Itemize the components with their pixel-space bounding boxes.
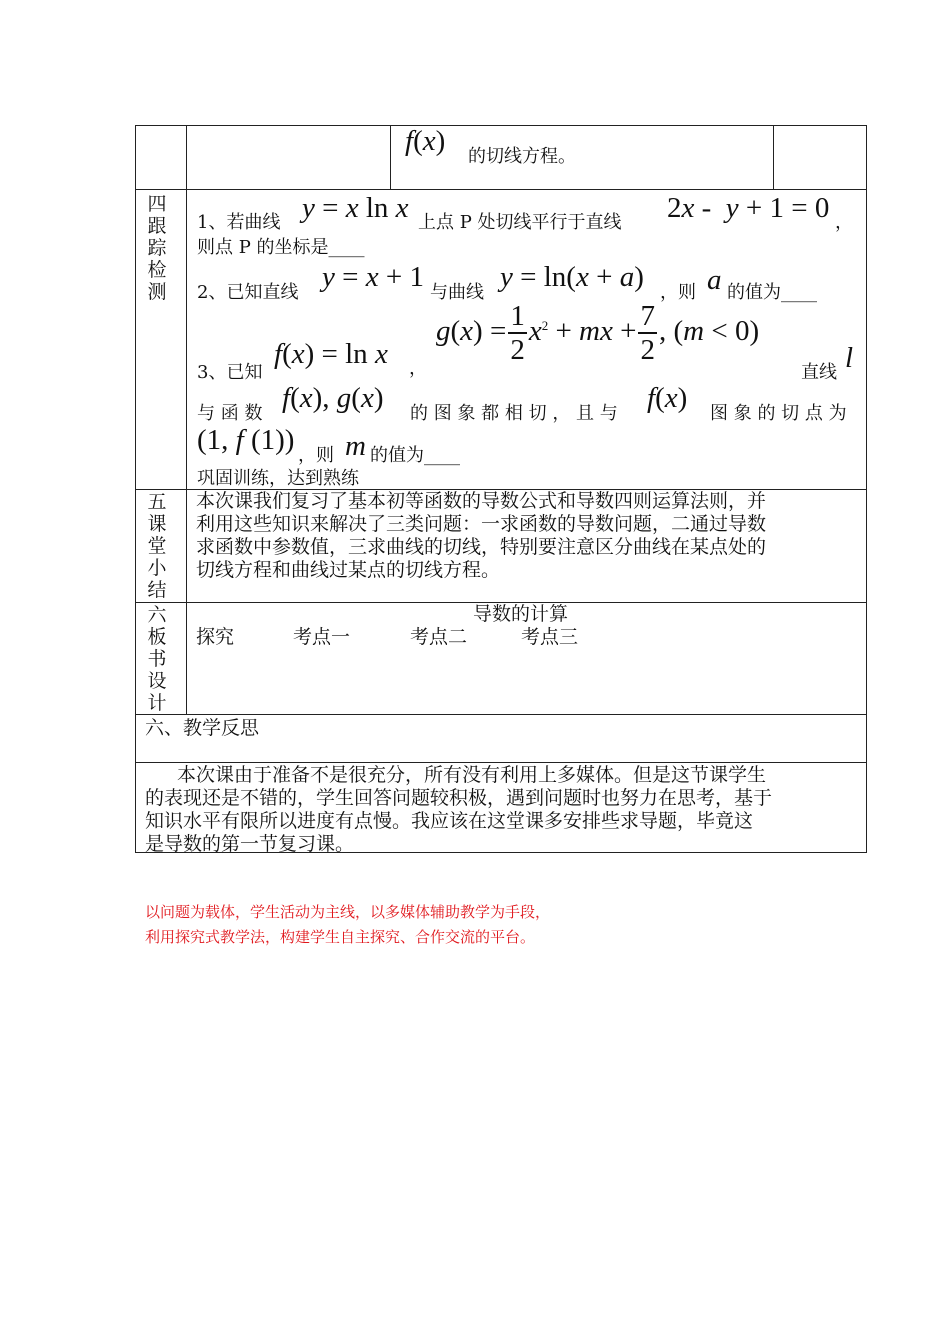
q3-end-pre: ，则 bbox=[298, 445, 334, 466]
summary-line: 本次课我们复习了基本初等函数的导数公式和导数四则运算法则，并 bbox=[196, 490, 767, 512]
q3-f-formula: f(x) = ln x bbox=[274, 338, 388, 370]
q2-line-formula: y = x + 1 bbox=[322, 261, 424, 293]
reflection-line: 是导数的第一节复习课。 bbox=[145, 833, 355, 855]
q3-mid: 的 图 象 都 相 切 ， 且 与 bbox=[410, 403, 618, 424]
row0-tail-text: 的切线方程。 bbox=[468, 146, 576, 167]
q2-tail: 的值为____ bbox=[727, 282, 817, 303]
footer-note-line: 利用探究式教学法，构建学生自主探究、合作交流的平台。 bbox=[145, 928, 536, 946]
q3-g-formula: g(x) = $\frac{1}{2}$ $x^2$ + mx + $\frac{7}{2}$ , (m < 0) bbox=[436, 300, 760, 366]
q1-tail: 则点 P 的坐标是____ bbox=[197, 237, 365, 258]
table-col-divider bbox=[186, 125, 187, 714]
summary-line: 求函数中参数值，三求曲线的切线，特别要注意区分曲线在某点处的 bbox=[196, 536, 767, 558]
q3-line: 直线 bbox=[801, 362, 837, 383]
q1-curve-formula: y = x ln x bbox=[302, 192, 409, 224]
board-item: 探究 bbox=[196, 626, 235, 648]
q3-with: 与 函 数 bbox=[197, 403, 263, 424]
row-label-board-design: 六 板 书 设 计 bbox=[147, 604, 167, 714]
reflection-heading: 六、教学反思 bbox=[145, 717, 260, 739]
q3-var-m: m bbox=[345, 430, 366, 462]
q2-curve-formula: y = ln(x + a) bbox=[500, 261, 644, 293]
q1-mid: 上点 P 处切线平行于直线 bbox=[418, 212, 622, 233]
reflection-line: 本次课由于准备不是很充分，所有没有利用上多媒体。但是这节课学生 bbox=[177, 764, 767, 786]
summary-paragraph bbox=[196, 490, 862, 582]
q3-fg-formula: f(x), g(x) bbox=[282, 382, 384, 414]
reflection-line: 的表现还是不错的，学生回答问题较积极，遇到问题时也努力在思考，基于 bbox=[145, 787, 773, 809]
q2-prefix: 2、已知直线 bbox=[197, 282, 299, 303]
q2-var-a: a bbox=[707, 264, 722, 296]
board-title: 导数的计算 bbox=[473, 603, 569, 625]
table-col-divider bbox=[773, 125, 774, 189]
q2-mid: 与曲线 bbox=[430, 282, 484, 303]
q3-end: 的值为____ bbox=[370, 445, 460, 466]
board-item: 考点三 bbox=[521, 626, 579, 648]
consolidate-text: 巩固训练，达到熟练 bbox=[197, 468, 359, 489]
q1-line-formula: 2x - y + 1 = 0 bbox=[667, 192, 830, 224]
table-border-top bbox=[135, 125, 867, 126]
table-border-left bbox=[135, 125, 136, 852]
reflection-line: 知识水平有限所以进度有点慢。我应该在这堂课多安排些求导题，毕竟这 bbox=[145, 810, 754, 832]
footer-note-line: 以问题为载体，学生活动为主线，以多媒体辅助教学为手段， bbox=[145, 903, 551, 921]
board-item: 考点二 bbox=[410, 626, 468, 648]
q3-prefix: 3、已知 bbox=[197, 362, 263, 383]
summary-line: 切线方程和曲线过某点的切线方程。 bbox=[196, 559, 501, 581]
row0-formula: f(x) bbox=[405, 125, 446, 157]
q3-fx-formula: f(x) bbox=[647, 382, 688, 414]
table-col-divider bbox=[390, 125, 391, 189]
table-row-divider bbox=[135, 714, 867, 715]
q3-var-l: l bbox=[845, 342, 854, 374]
q3-point-formula: (1, f (1)) bbox=[197, 424, 295, 456]
q1-comma: ， bbox=[835, 212, 853, 233]
table-border-right bbox=[866, 125, 867, 852]
board-item: 考点一 bbox=[293, 626, 351, 648]
table-row-divider bbox=[135, 189, 867, 190]
q2-mid2: ，则 bbox=[660, 282, 696, 303]
q3-comma: ， bbox=[409, 358, 427, 379]
q3-tail: 图 象 的 切 点 为 bbox=[710, 403, 847, 424]
q1-prefix: 1、若曲线 bbox=[197, 212, 281, 233]
row-label-tracking: 四 跟 踪 检 测 bbox=[147, 193, 167, 303]
reflection-paragraph bbox=[145, 764, 861, 856]
summary-line: 利用这些知识来解决了三类问题：一求函数的导数问题，二通过导数 bbox=[196, 513, 767, 535]
row-label-summary: 五 课 堂 小 结 bbox=[147, 491, 167, 601]
table-row-divider bbox=[135, 762, 867, 763]
